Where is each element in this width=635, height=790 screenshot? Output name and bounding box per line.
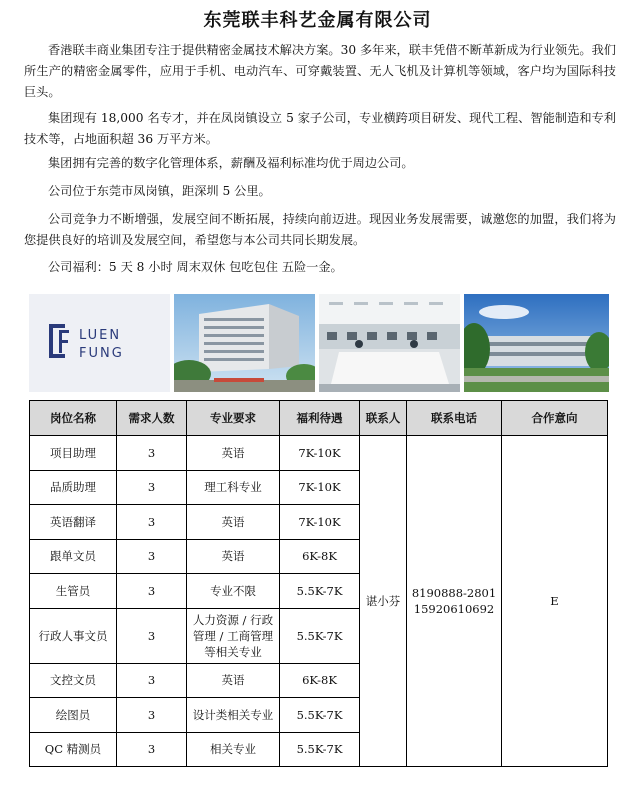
phone-primary: 8190888-2801 [411, 586, 497, 600]
cell-position: 英语翻译 [30, 505, 117, 540]
cell-salary: 6K-8K [280, 539, 360, 574]
cell-salary: 6K-8K [280, 663, 360, 698]
cell-headcount: 3 [117, 574, 187, 609]
cell-position: 项目助理 [30, 436, 117, 471]
cell-intent: E [502, 436, 608, 767]
cell-headcount: 3 [117, 732, 187, 767]
intro-paragraph: 香港联丰商业集团专注于提供精密金属技术解决方案。30 多年来，联丰凭借不断革新成为行业领先。我们所生产的精密金属零件，应用于手机、电动汽车、可穿戴装置、无人飞机及计算机等领域，客户均为国际科技巨头。 [24, 43, 616, 99]
photo-strip [29, 294, 609, 392]
cell-position: 绘图员 [30, 698, 117, 733]
cell-position: 品质助理 [30, 470, 117, 505]
cell-contact: 谌小芬 [360, 436, 407, 767]
cell-salary: 7K-10K [280, 505, 360, 540]
cell-position: 跟单文员 [30, 539, 117, 574]
factory-photo [464, 294, 609, 392]
building-photo [174, 294, 315, 392]
header-requirement: 专业要求 [187, 401, 280, 436]
cell-salary: 5.5K-7K [280, 698, 360, 733]
cell-requirement: 英语 [187, 663, 280, 698]
phone-mobile: 15920610692 [413, 602, 495, 616]
cell-salary: 7K-10K [280, 436, 360, 471]
cell-requirement: 英语 [187, 505, 280, 540]
header-contact: 联系人 [360, 401, 407, 436]
cell-requirement: 人力资源 / 行政管理 / 工商管理等相关专业 [187, 608, 280, 663]
cell-salary: 7K-10K [280, 470, 360, 505]
cell-requirement: 相关专业 [187, 732, 280, 767]
header-headcount: 需求人数 [117, 401, 187, 436]
cell-headcount: 3 [117, 470, 187, 505]
cell-headcount: 3 [117, 505, 187, 540]
location-paragraph: 公司位于东莞市凤岗镇，距深圳 5 公里。 [48, 184, 271, 198]
cell-requirement: 英语 [187, 436, 280, 471]
cell-headcount: 3 [117, 539, 187, 574]
cell-headcount: 3 [117, 436, 187, 471]
cell-headcount: 3 [117, 698, 187, 733]
cell-position: 文控文员 [30, 663, 117, 698]
cell-position: QC 精测员 [30, 732, 117, 767]
logo-text-line2: FUNG [79, 346, 124, 361]
table-row [30, 436, 608, 471]
office-photo [319, 294, 460, 392]
cell-position: 行政人事文员 [30, 608, 117, 663]
management-paragraph: 集团拥有完善的数字化管理体系，薪酬及福利标准均优于周边公司。 [48, 156, 414, 170]
header-phone: 联系电话 [407, 401, 502, 436]
cell-position: 生管员 [30, 574, 117, 609]
cell-headcount: 3 [117, 608, 187, 663]
cell-salary: 5.5K-7K [280, 732, 360, 767]
cell-requirement: 英语 [187, 539, 280, 574]
cell-salary: 5.5K-7K [280, 574, 360, 609]
cell-headcount: 3 [117, 663, 187, 698]
page-title: 东莞联丰科艺金属有限公司 [203, 10, 432, 31]
header-position: 岗位名称 [30, 401, 117, 436]
company-logo [29, 294, 170, 392]
logo-text-line1: LUEN [79, 328, 122, 343]
cell-phone [407, 436, 502, 767]
cell-requirement: 设计类相关专业 [187, 698, 280, 733]
header-salary: 福利待遇 [280, 401, 360, 436]
table-header-row [30, 401, 608, 436]
header-intent: 合作意向 [502, 401, 608, 436]
job-table [29, 400, 608, 767]
cell-requirement: 专业不限 [187, 574, 280, 609]
cell-requirement: 理工科专业 [187, 470, 280, 505]
staff-paragraph: 集团现有 18,000 名专才，并在凤岗镇设立 5 家子公司，专业横跨项目研发、现代工程、智能制造和专利技术等，占地面积超 36 万平方米。 [24, 111, 616, 146]
benefits-paragraph: 公司福利：5 天 8 小时 周末双休 包吃包住 五险一金。 [48, 260, 343, 274]
luen-fung-logo-icon [29, 294, 170, 392]
invitation-paragraph: 公司竞争力不断增强，发展空间不断拓展，持续向前迈进。现因业务发展需要，诚邀您的加盟，我们将为您提供良好的培训及发展空间，希望您与本公司共同长期发展。 [24, 212, 616, 247]
cell-salary: 5.5K-7K [280, 608, 360, 663]
